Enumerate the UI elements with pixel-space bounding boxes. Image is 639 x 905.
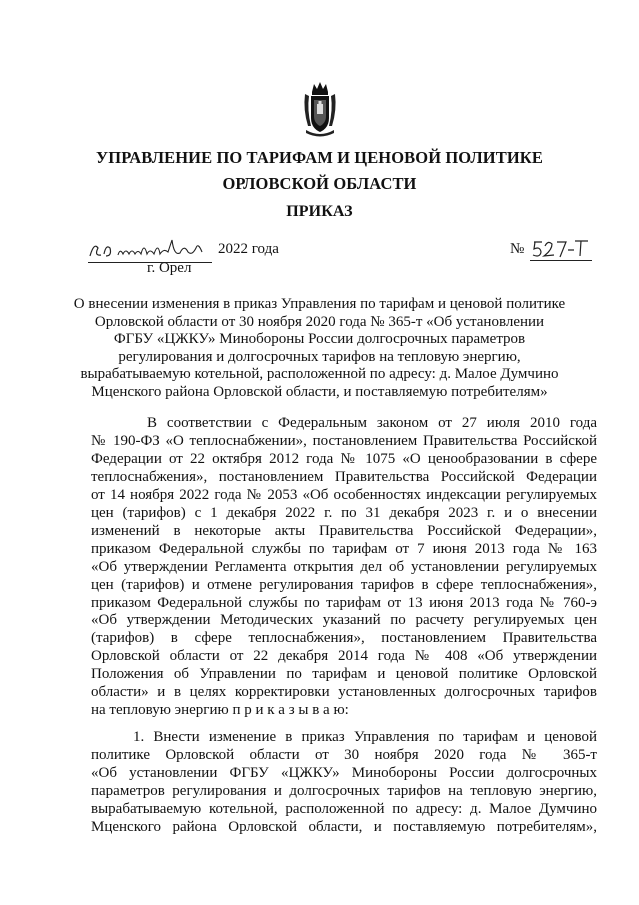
item-1-line: 1. Внести изменение в приказ Управления по тарифам и ценовой — [133, 729, 597, 745]
item-1-line: вырабатываемую котельной, расположенной по адресу: д. Малое Думчино — [91, 801, 597, 817]
preamble-line: изменений в некоторые акты Правительства Российской Федерации», — [91, 522, 597, 539]
item-1-line: параметров регулирования и долгосрочных тарифов на тепловую энергию, — [91, 783, 597, 799]
number-sign: № — [510, 241, 525, 257]
preamble-line: Положения об Управлении по тарифам и ценовой политике Орловской — [91, 666, 597, 683]
item-1-line: «Об установлении ФГБУ «ЦЖКУ» Минобороны России долгосрочных — [91, 765, 597, 781]
subject-line: регулирования и долгосрочных тарифов на тепловую энергию, — [118, 348, 521, 365]
subject-line: Мценского района Орловской области, и поставляемую потребителям» — [91, 383, 548, 400]
preamble-line: (тарифов) в сфере теплоснабжения», постановлением Правительства — [91, 630, 597, 647]
preamble-line: № 190-ФЗ «О теплоснабжении», постановлением Правительства Российской — [91, 432, 597, 449]
handwritten-date-signature — [88, 238, 212, 262]
date-year: 2022 года — [218, 241, 279, 257]
preamble-line: теплоснабжения», постановлением Правительства Российской Федерации — [91, 468, 597, 485]
order-date — [88, 238, 288, 262]
item-1-paragraph — [91, 728, 597, 836]
preamble-line: области» и в целях корректировки установленных долгосрочных тарифов — [91, 684, 597, 701]
subject-line: Орловской области от 30 ноября 2020 года № 365-т «Об установлении — [94, 313, 545, 330]
preamble-line: В соответствии с Федеральным законом от 27 июля 2010 года — [147, 415, 597, 431]
org-title-line1: УПРАВЛЕНИЕ ПО ТАРИФАМ И ЦЕНОВОЙ ПОЛИТИКЕ — [96, 148, 543, 167]
preamble-line: «Об утверждении Методических указаний по расчету регулируемых цен — [91, 612, 597, 629]
coat-of-arms-icon — [302, 80, 338, 138]
preamble-line: цен (тарифов) и отмене регулирования тарифов в сфере теплоснабжения», — [91, 576, 597, 593]
order-subject — [60, 296, 579, 402]
document-type: ПРИКАЗ — [286, 203, 353, 220]
city: г. Орел — [147, 260, 192, 276]
item-1-line: политике Орловской области от 30 ноября 2020 года № 365-т — [91, 747, 597, 763]
preamble-line: Федерации от 22 октября 2012 года № 1075 «О ценообразовании в сфере — [91, 450, 597, 467]
preamble-paragraph — [91, 415, 597, 720]
preamble-line: «Об утверждении Регламента открытия дел об установлении регулируемых — [91, 558, 597, 575]
subject-line: вырабатываемую котельной, расположенной по адресу: д. Малое Думчино — [80, 366, 559, 383]
handwritten-number — [530, 238, 592, 261]
org-title-line2: ОРЛОВСКОЙ ОБЛАСТИ — [222, 174, 417, 193]
preamble-line: Орловской области от 22 декабря 2014 года № 408 «Об утверждении — [91, 648, 597, 665]
preamble-line: цен (тарифов) с 1 декабря 2022 г. по 31 декабря 2023 г. и о внесении — [91, 504, 597, 521]
subject-line: ФГБУ «ЦЖКУ» Минобороны России долгосрочных параметров — [113, 331, 526, 348]
preamble-line: приказом Федеральной службы по тарифам от 13 июня 2013 года № 760-э — [91, 594, 597, 611]
preamble-line: приказом Федеральной службы по тарифам от 7 июня 2013 года № 163 — [91, 540, 597, 557]
item-1-line: Мценского района Орловской области, и поставляемую потребителям», — [91, 819, 597, 835]
subject-line: О внесении изменения в приказ Управления по тарифам и ценовой политике — [73, 296, 566, 312]
preamble-line: от 14 ноября 2022 года № 2053 «Об особенностях индексации регулируемых — [91, 486, 597, 503]
order-number — [510, 238, 600, 262]
preamble-line: на тепловую энергию п р и к а з ы в а ю: — [91, 702, 349, 719]
handwritten-number-signature — [530, 238, 592, 260]
